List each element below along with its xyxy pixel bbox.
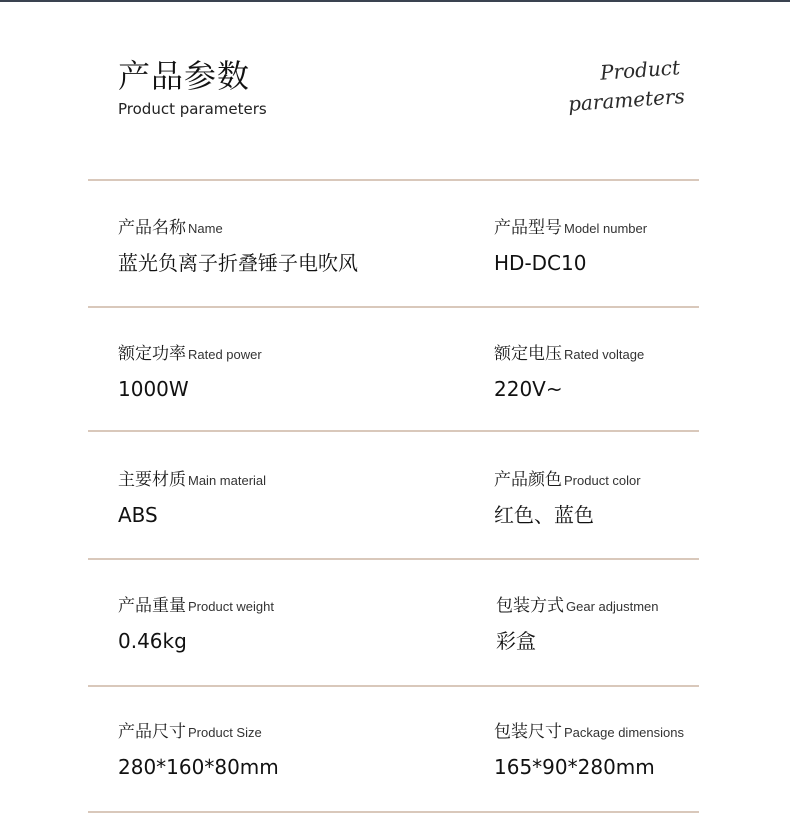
param-label [118,342,262,367]
param-value: ABS [118,503,158,527]
param-product-size [118,720,279,781]
param-label-en: Rated power [188,347,262,362]
script-logo-line1: Product [599,55,681,85]
param-package-dimensions [494,720,684,781]
param-label-en: Name [188,221,223,236]
param-label-en: Package dimensions [564,725,684,740]
page-title: 产品参数 [118,57,251,95]
param-value: 蓝光负离子折叠锤子电吹风 [118,251,358,275]
param-label-cn: 包装尺寸 [494,722,562,742]
param-label-cn: 产品名称 [118,218,186,238]
param-value: 彩盒 [496,629,536,653]
param-label [494,342,644,367]
param-label [496,594,659,619]
param-main-material [118,468,266,529]
param-label-en: Product color [564,473,641,488]
param-label-cn: 包装方式 [496,596,564,616]
param-label-en: Product weight [188,599,274,614]
param-label-cn: 额定电压 [494,344,562,364]
param-label-en: Model number [564,221,648,236]
param-label [118,720,279,745]
param-label [118,468,266,493]
divider [88,558,699,560]
param-label [494,468,641,493]
param-label-cn: 产品重量 [118,596,186,616]
param-packaging [496,594,659,655]
param-label [118,216,358,241]
param-label-cn: 额定功率 [118,344,186,364]
param-value: 红色、蓝色 [494,503,594,527]
divider [88,179,699,181]
param-value: 1000W [118,377,189,401]
param-label-cn: 产品尺寸 [118,722,186,742]
param-value: 165*90*280mm [494,755,655,779]
page-subtitle: Product parameters [118,100,267,118]
param-value: 280*160*80mm [118,755,279,779]
param-label [118,594,274,619]
param-product-color [494,468,641,529]
divider [88,430,699,432]
divider [88,306,699,308]
param-name [118,216,358,277]
param-model-number [494,216,647,277]
param-label [494,720,684,745]
param-label-en: Rated voltage [564,347,645,362]
top-strip [0,0,790,2]
param-label-cn: 产品颜色 [494,470,562,490]
param-label [494,216,647,241]
param-value: HD-DC10 [494,251,587,275]
param-value: 0.46kg [118,629,187,653]
param-label-cn: 产品型号 [494,218,562,238]
param-rated-power [118,342,262,403]
param-label-en: Main material [188,473,267,488]
param-label-cn: 主要材质 [118,470,186,490]
param-label-en: Gear adjustmen [566,599,659,614]
param-label-en: Product Size [188,725,262,740]
script-logo-line2: parameters [567,83,686,117]
divider [88,811,699,813]
param-value: 220V~ [494,377,563,401]
divider [88,685,699,687]
param-product-weight [118,594,274,655]
param-rated-voltage [494,342,644,403]
